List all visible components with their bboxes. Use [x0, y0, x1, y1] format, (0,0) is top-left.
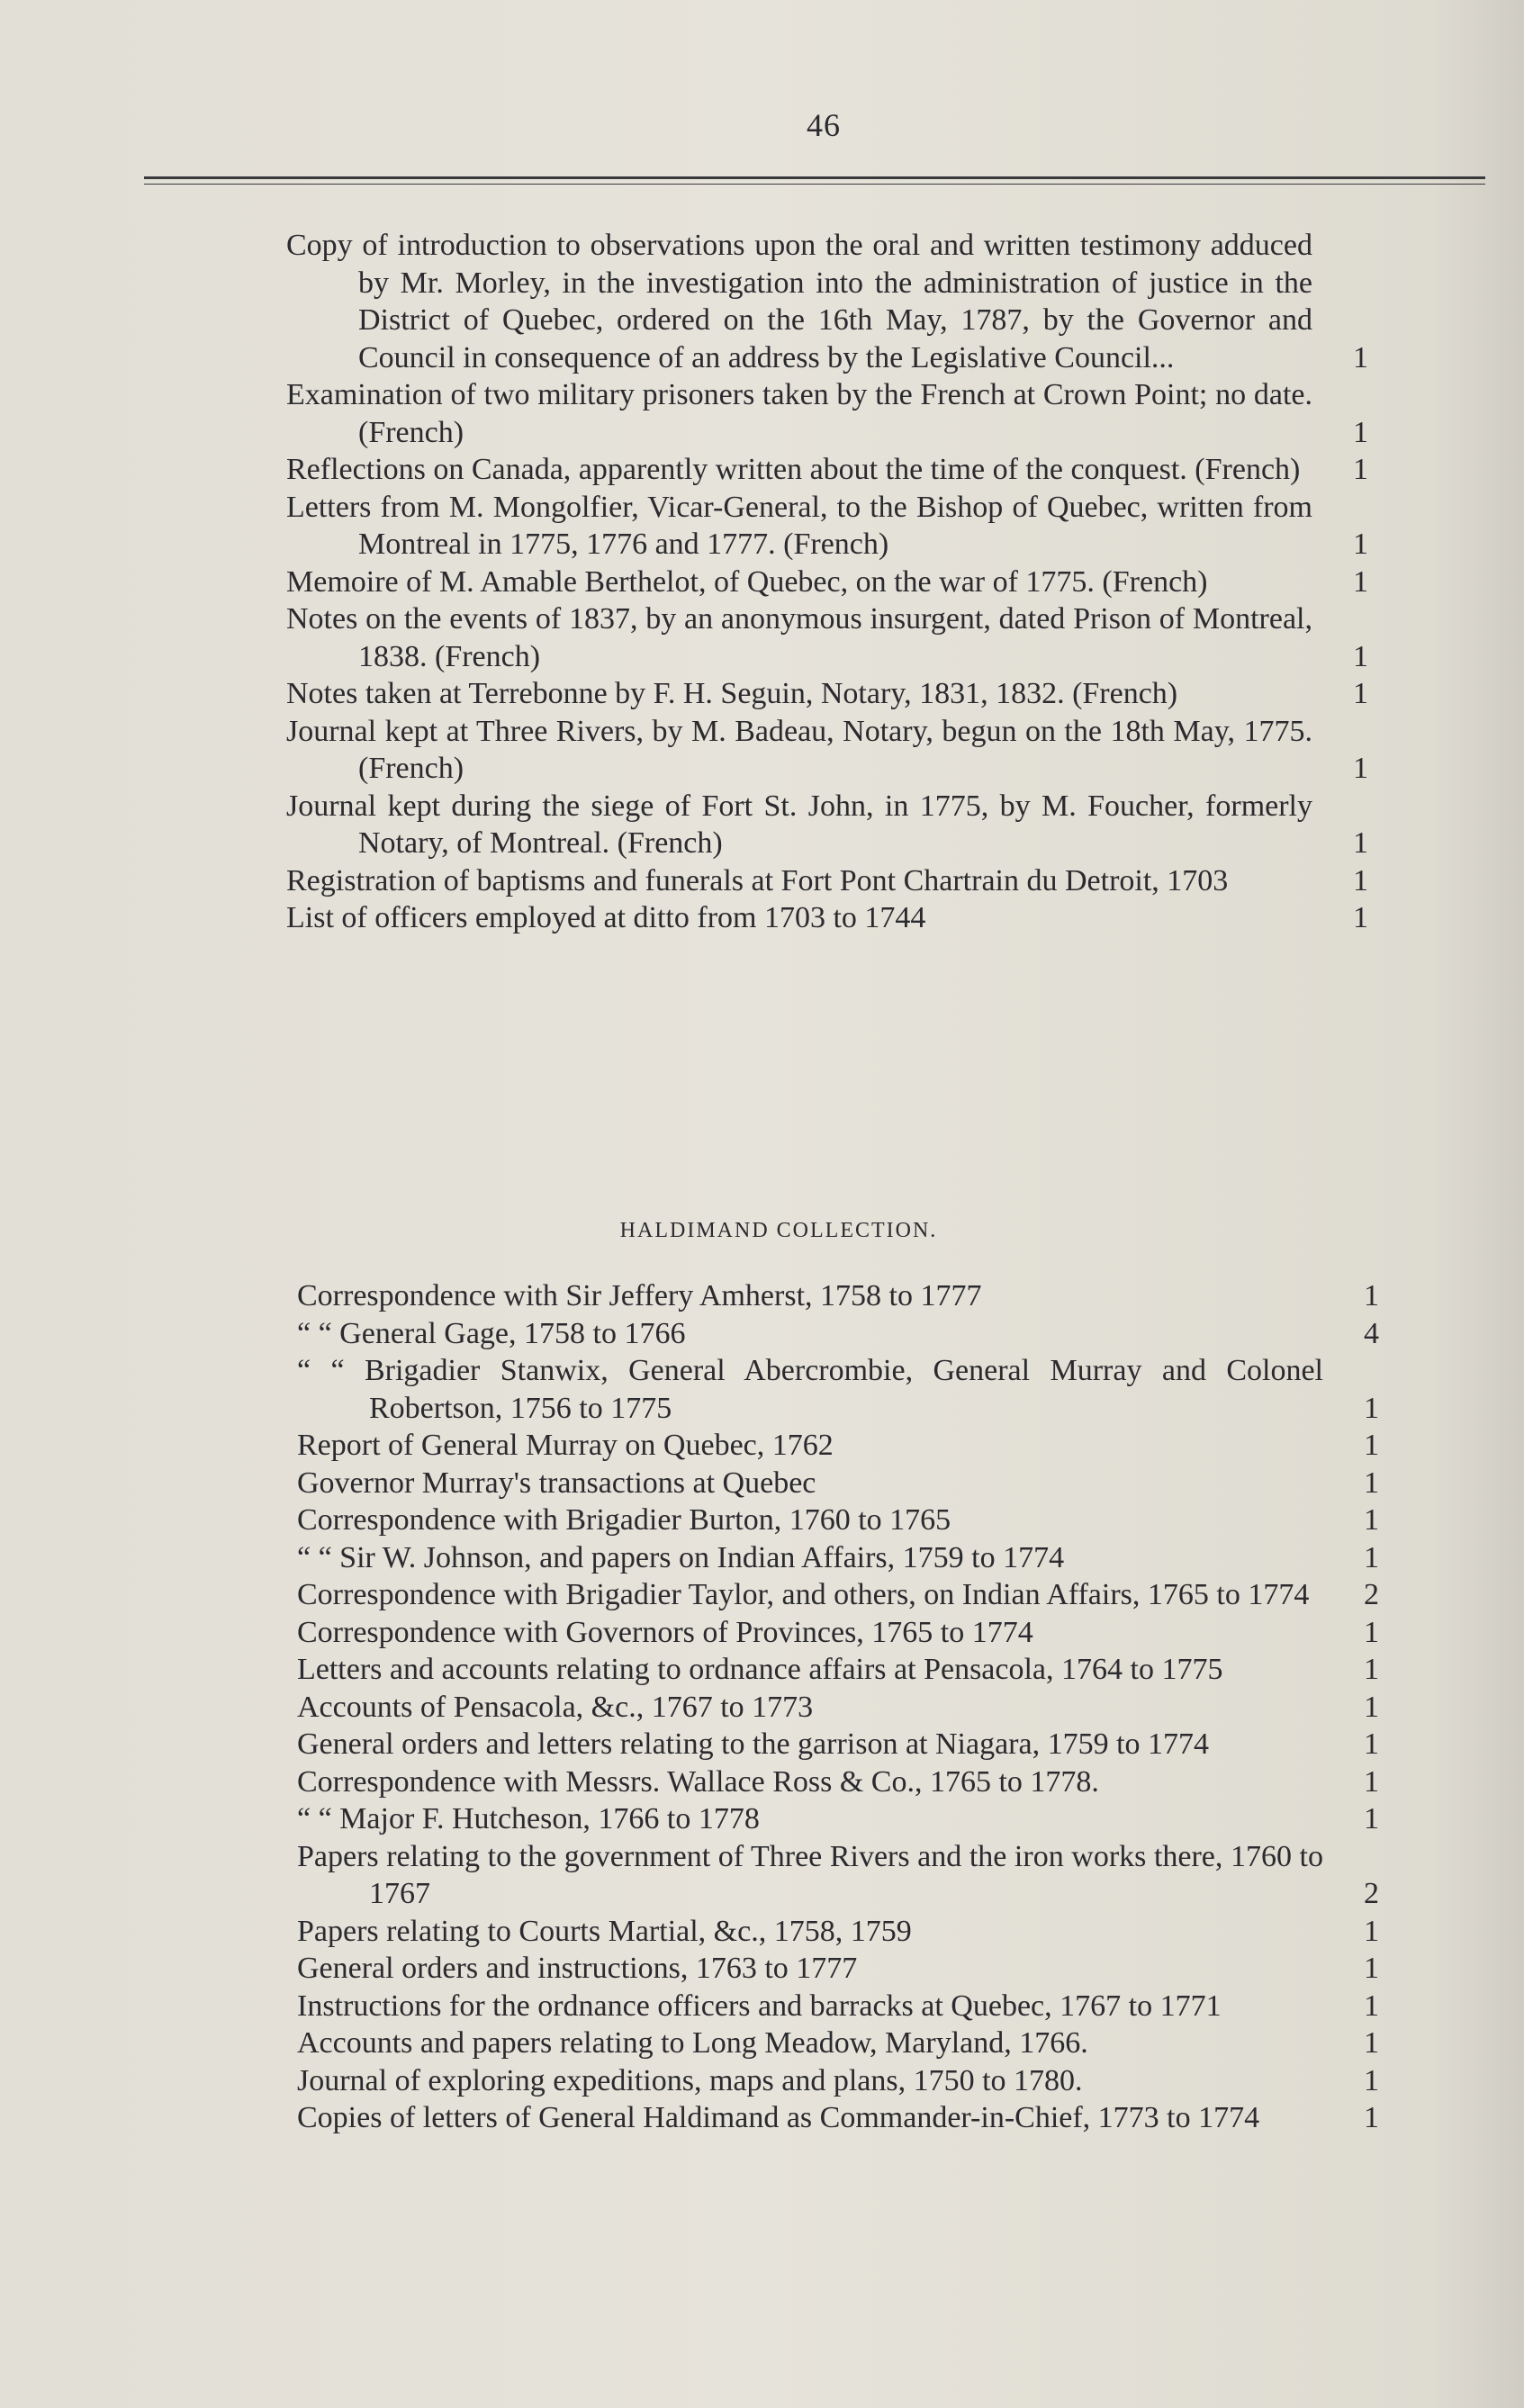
entry-volume-count: 1: [1364, 1952, 1379, 1985]
entry-text: Registration of baptisms and funerals at Fort Pont Chartrain du Detroit, 1703: [286, 863, 1229, 897]
list-item: [286, 489, 1375, 564]
list-item: [297, 1913, 1386, 1951]
entry-text: Correspondence with Brigadier Taylor, and others, on Indian Affairs, 1765 to 1774: [297, 1578, 1310, 1611]
entry-text: Correspondence with Brigadier Burton, 1760 to 1765: [297, 1503, 951, 1537]
entry-volume-count: 1: [1353, 564, 1368, 599]
entry-text: Copy of introduction to observations upon the oral and written testimony adduced by Mr. Morley, in the investigation into the administration of justice in the District of Quebec, ordered on the 16th May, 1787, by the Governor and Council in consequence of an address by the Legislative Council...: [286, 229, 1312, 374]
list-item: [297, 1800, 1386, 1838]
entry-text: Memoire of M. Amable Berthelot, of Quebec, on the war of 1775. (French): [286, 564, 1208, 599]
entry-volume-count: 1: [1353, 528, 1368, 561]
entry-volume-count: 1: [1353, 453, 1368, 486]
list-item: [297, 2099, 1386, 2137]
list-item: [286, 564, 1375, 601]
list-item: [286, 713, 1375, 788]
list-item: [297, 1763, 1386, 1801]
list-item: [297, 1315, 1386, 1353]
list-item: [297, 1576, 1386, 1614]
entry-text: List of officers employed at ditto from 1703 to 1744: [286, 901, 926, 934]
list-item: [297, 1651, 1386, 1689]
entry-volume-count: 2: [1364, 1877, 1379, 1910]
entry-volume-count: 1: [1353, 826, 1368, 860]
entry-text: Journal of exploring expeditions, maps and plans, 1750 to 1780.: [297, 2063, 1083, 2097]
entry-text: Instructions for the ordnance officers and barracks at Quebec, 1767 to 1771: [297, 1989, 1222, 2023]
entry-volume-count: 1: [1364, 1802, 1379, 1835]
list-item: [297, 1539, 1386, 1577]
list-item: [297, 1277, 1386, 1315]
entry-text: Accounts and papers relating to Long Meadow, Maryland, 1766.: [297, 2026, 1088, 2060]
entry-volume-count: 1: [1364, 1429, 1379, 1462]
entry-text: Notes taken at Terrebonne by F. H. Seguin, Notary, 1831, 1832. (French): [286, 677, 1178, 710]
entry-volume-count: 1: [1353, 677, 1368, 710]
entry-text: Letters and accounts relating to ordnance affairs at Pensacola, 1764 to 1775: [297, 1653, 1223, 1686]
entry-volume-count: 1: [1364, 1989, 1379, 2023]
entry-volume-count: 1: [1364, 1503, 1379, 1537]
entry-text: Journal kept during the siege of Fort St. John, in 1775, by M. Foucher, formerly Notary, of Montreal. (French): [286, 789, 1312, 860]
entry-text: “ “ Brigadier Stanwix, General Abercrombie, General Murray and Colonel Robertson, 1756 to 1775: [297, 1354, 1323, 1425]
entry-volume-count: 1: [1364, 1540, 1379, 1574]
entry-volume-count: 2: [1364, 1578, 1379, 1611]
entry-text: “ “ Sir W. Johnson, and papers on Indian Affairs, 1759 to 1774: [297, 1540, 1065, 1574]
entry-text: Papers relating to the government of Three Rivers and the iron works there, 1760 to 1767: [297, 1839, 1323, 1910]
entry-text: “ “ Major F. Hutcheson, 1766 to 1778: [297, 1802, 760, 1835]
entry-volume-count: 1: [1353, 340, 1368, 374]
list-item: [297, 1352, 1386, 1427]
entry-text: Papers relating to Courts Martial, &c., 1758, 1759: [297, 1914, 912, 1948]
list-item: [297, 1988, 1386, 2025]
list-item: [286, 227, 1375, 376]
list-item: [297, 1950, 1386, 1988]
entry-volume-count: 1: [1364, 2063, 1379, 2097]
list-item: [297, 2025, 1386, 2062]
entry-text: Reflections on Canada, apparently written about the time of the conquest. (French): [286, 453, 1301, 486]
entry-text: Notes on the events of 1837, by an anonymous insurgent, dated Prison of Montreal, 1838. (French): [286, 602, 1312, 673]
header-rule: [144, 176, 1485, 189]
entry-text: Governor Murray's transactions at Quebec: [297, 1466, 816, 1500]
haldimand-list: [297, 1277, 1386, 2137]
entry-volume-count: 1: [1364, 1466, 1379, 1500]
entry-text: General orders and instructions, 1763 to 1777: [297, 1952, 858, 1985]
list-item: [297, 1465, 1386, 1502]
entry-text: General orders and letters relating to the garrison at Niagara, 1759 to 1774: [297, 1727, 1210, 1761]
entry-volume-count: 1: [1364, 1727, 1379, 1761]
list-item: [297, 1689, 1386, 1727]
list-item: [286, 451, 1375, 489]
document-list-section-1: [286, 227, 1375, 937]
list-item: [297, 2062, 1386, 2100]
list-item: [286, 899, 1375, 937]
entry-text: Journal kept at Three Rivers, by M. Badeau, Notary, begun on the 18th May, 1775. (French): [286, 714, 1312, 785]
list-item: [297, 1502, 1386, 1539]
entry-text: Copies of letters of General Haldimand as Commander-in-Chief, 1773 to 1774: [297, 2101, 1260, 2134]
section-heading: HALDIMAND COLLECTION.: [619, 1219, 938, 1242]
entry-volume-count: 1: [1353, 901, 1368, 934]
list-item: [286, 788, 1375, 862]
list-item: [297, 1726, 1386, 1763]
entry-text: Examination of two military prisoners taken by the French at Crown Point; no date. (French): [286, 378, 1312, 449]
list-item: [297, 1614, 1386, 1652]
entry-volume-count: 1: [1364, 1764, 1379, 1799]
entry-volume-count: 1: [1364, 1615, 1379, 1649]
entry-volume-count: 1: [1364, 1279, 1379, 1312]
list-item: [286, 675, 1375, 713]
entry-volume-count: 1: [1353, 752, 1368, 785]
list-item: [297, 1838, 1386, 1913]
entry-text: Correspondence with Sir Jeffery Amherst, 1758 to 1777: [297, 1279, 982, 1312]
entry-volume-count: 1: [1353, 639, 1368, 673]
entry-volume-count: 1: [1353, 415, 1368, 449]
entry-volume-count: 1: [1364, 2101, 1379, 2134]
list-item: [286, 376, 1375, 451]
haldimand-collection-section: [297, 1170, 1386, 2137]
entry-volume-count: 1: [1364, 1653, 1379, 1686]
entry-text: Correspondence with Governors of Provinces, 1765 to 1774: [297, 1615, 1033, 1649]
entry-text: Correspondence with Messrs. Wallace Ross & Co., 1765 to 1778.: [297, 1764, 1099, 1799]
entry-text: Letters from M. Mongolfier, Vicar-General, to the Bishop of Quebec, written from Montreal in 1775, 1776 and 1777. (French): [286, 490, 1312, 561]
entry-volume-count: 4: [1364, 1316, 1379, 1350]
entry-volume-count: 1: [1364, 2026, 1379, 2060]
entry-volume-count: 1: [1364, 1914, 1379, 1948]
list-item: [286, 862, 1375, 900]
list-item: [286, 600, 1375, 675]
entry-text: Accounts of Pensacola, &c., 1767 to 1773: [297, 1690, 814, 1724]
entry-volume-count: 1: [1364, 1690, 1379, 1724]
entry-text: “ “ General Gage, 1758 to 1766: [297, 1316, 686, 1350]
entry-volume-count: 1: [1353, 863, 1368, 897]
page-number: 46: [807, 107, 841, 143]
entry-text: Report of General Murray on Quebec, 1762: [297, 1429, 834, 1462]
list-item: [297, 1427, 1386, 1465]
entry-volume-count: 1: [1364, 1391, 1379, 1425]
